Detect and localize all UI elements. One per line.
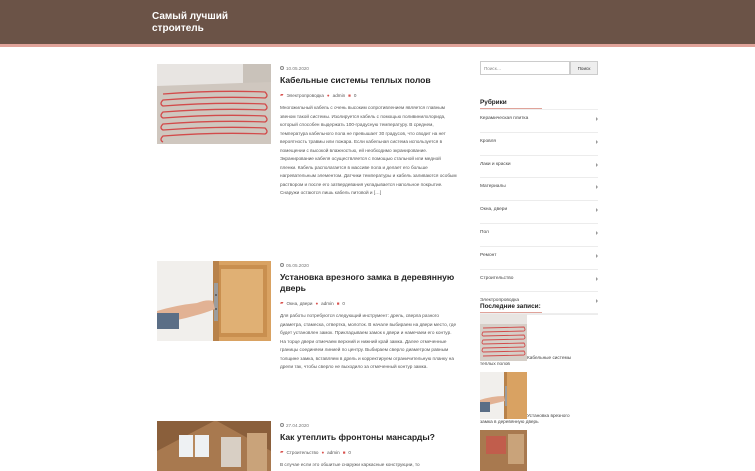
post-item [157,421,457,471]
post-comments-count[interactable]: 0 [348,449,351,455]
post-date: 10.05.2020 [280,64,457,72]
post-author-link[interactable]: admin [321,300,334,306]
chevron-right-icon [596,208,598,212]
post-body [280,261,457,372]
clock-icon [280,66,284,70]
post-comments-count[interactable]: 0 [353,92,357,98]
comment-icon: ■ [342,449,346,455]
post-date: 05.05.2020 [280,261,457,269]
post-category-link[interactable]: Окна, двери [286,300,313,306]
chevron-right-icon [596,254,598,258]
clock-icon [280,263,284,267]
chevron-right-icon [596,117,598,121]
post-excerpt: Многожильный кабель с очень высоким сопротивлением является главным звеном такой системы. Изолируется кабель с помощью поливинилхлорида, который способен выдержать 100-градусную температуру. В среднем, температура кабельного пола не превышает 30 градусов, что сводит на нет вероятность травмы или пожара. Если кабельная система используется в помещении с высокой влажностью, ей необходимо экранирование. Экранирование кабеля осуществляется с помощью стальной или медной пленки. Кабель располагается в массиве пола и делает его больше нагревательным элементом. Датчики температуры и кабель заливаются особым раствором и после его затвердевания укладывается напольное покрытие. Снаружи остаются лишь кабель питовой и […] [280,105,457,195]
post-author-link[interactable]: admin [332,92,346,98]
site-title[interactable]: Самый лучший строитель [152,11,228,34]
post-excerpt: Для работы потребуются следующий инструмент: дрель, сверла разного диаметра, стамеска, отвертка, молоток. В начале выбираем на двери место, где будет установлен замок. Прикладываем замок к двери и намечаем его контур. На торце двери отмечаем верхний и нижний край замка. Далее отмеченные границы соединяем линией по центру. Выбираем сверло диаметром равным толщине замка, вставляем в дрель и корректируем ограничительную планку на дрели так, чтобы сверло не выходило за отмеченный контур замка. [280,313,457,369]
post-meta [280,300,457,306]
folder-icon: ▰ [280,92,284,97]
site-header [0,0,755,44]
post-thumbnail-heated-floor[interactable] [157,64,271,144]
post-body [280,421,457,470]
post-excerpt: В случае если это обшитые снаружи каркасные конструкции, то [280,462,420,467]
chevron-right-icon [596,163,598,167]
category-item[interactable]: Ремонт [480,247,598,270]
comment-icon: ■ [348,92,351,98]
recent-thumbnail-attic[interactable] [480,430,527,471]
chevron-right-icon [596,277,598,281]
recent-post-item[interactable] [480,372,598,430]
header-accent-strip [0,44,755,47]
chevron-right-icon [596,231,598,235]
post-thumbnail-attic[interactable] [157,421,271,471]
category-item[interactable]: Лаки и краски [480,156,598,179]
recent-post-item[interactable] [480,314,598,370]
post-meta [280,92,457,98]
post-body [280,64,457,198]
comment-icon: ■ [336,300,340,306]
post-item [157,261,457,411]
category-item[interactable]: Строительство [480,270,598,293]
category-item[interactable]: Окна, двери [480,201,598,224]
user-icon: ● [315,300,319,306]
category-item[interactable]: Пол [480,224,598,247]
post-meta [280,449,457,455]
folder-icon: ▰ [280,449,284,454]
clock-icon [280,423,284,427]
recent-post-item[interactable] [480,430,598,471]
post-item [157,64,457,244]
post-category-link[interactable]: Электропроводка [286,92,324,98]
category-item[interactable]: Кровля [480,133,598,156]
category-item[interactable]: Материалы [480,178,598,201]
post-category-link[interactable]: Строительство [286,449,319,455]
recent-posts-widget-title: Последние записи: [480,303,598,310]
post-date: 27.04.2020 [280,421,457,429]
search-button[interactable]: Поиск [570,61,598,75]
folder-icon: ▰ [280,300,284,305]
category-item[interactable]: Керамическая плитка [480,110,598,133]
post-title[interactable]: Как утеплить фронтоны мансарды? [280,432,435,442]
post-author-link[interactable]: admin [327,449,340,455]
post-title[interactable]: Установка врезного замка в деревянную дверь [280,272,455,293]
post-title[interactable]: Кабельные системы теплых полов [280,75,431,85]
search-input[interactable]: Поиск… [480,61,570,75]
recent-post-link[interactable]: Установка врезного замка в деревянную дверь [480,413,570,424]
chevron-right-icon [596,140,598,144]
recent-thumbnail-heated-floor[interactable] [480,314,527,361]
category-item[interactable]: Электропроводка [480,292,598,315]
chevron-right-icon [596,185,598,189]
rubrics-widget-title: Рубрики [480,99,598,106]
recent-thumbnail-door-lock[interactable] [480,372,527,419]
recent-post-link[interactable]: Кабельные системы теплых полов [480,355,572,366]
post-thumbnail-door-lock[interactable] [157,261,271,341]
user-icon: ● [321,449,325,455]
user-icon: ● [326,92,330,98]
post-comments-count[interactable]: 0 [342,300,345,306]
category-list [480,110,598,315]
